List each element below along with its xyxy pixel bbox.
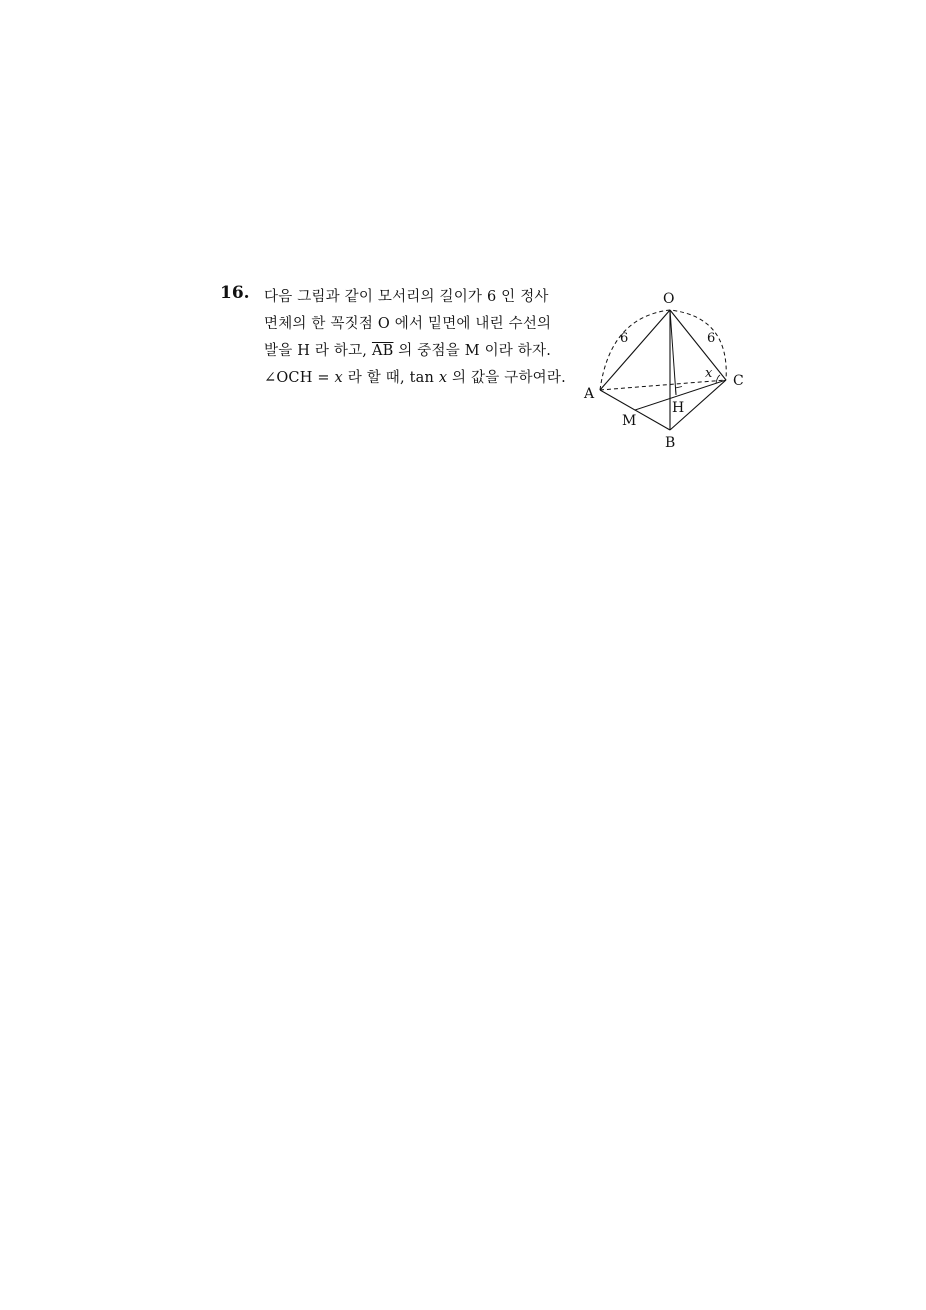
problem-number: 16. bbox=[220, 283, 250, 303]
label-x: x bbox=[705, 366, 713, 381]
label-B: B bbox=[665, 435, 676, 451]
edge-OC bbox=[670, 310, 726, 380]
problem-text-line-3 bbox=[264, 339, 551, 360]
segment-AB: $\overline{AB}$ bbox=[371, 343, 394, 359]
label-edge-right: 6 bbox=[707, 331, 716, 346]
altitude-OH bbox=[670, 310, 676, 395]
text-segment: ∠OCH = bbox=[264, 370, 335, 386]
text-segment: 의 중점을 M 이라 하자. bbox=[393, 343, 552, 359]
problem-text-line-2: 면체의 한 꼭짓점 O 에서 밑면에 내린 수선의 bbox=[264, 316, 552, 332]
problem-text-line-4 bbox=[264, 366, 566, 387]
problem-text-line-1: 다음 그림과 같이 모서리의 길이가 6 인 정사 bbox=[264, 289, 549, 305]
label-M: M bbox=[622, 413, 637, 429]
hidden-edge-AC bbox=[600, 380, 726, 390]
tetrahedron-figure bbox=[580, 287, 760, 457]
right-angle-mark bbox=[676, 387, 683, 396]
variable-x: x bbox=[334, 370, 343, 386]
text-segment: 라 할 때, tan bbox=[342, 370, 439, 386]
label-A: A bbox=[584, 386, 595, 402]
text-segment: 의 값을 구하여라. bbox=[447, 370, 566, 386]
label-C: C bbox=[733, 373, 744, 389]
text-segment: 발을 H 라 하고, bbox=[264, 343, 372, 359]
label-O: O bbox=[663, 291, 675, 307]
label-edge-left: 6 bbox=[620, 331, 629, 346]
variable-x: x bbox=[438, 370, 448, 386]
label-H: H bbox=[672, 400, 685, 416]
